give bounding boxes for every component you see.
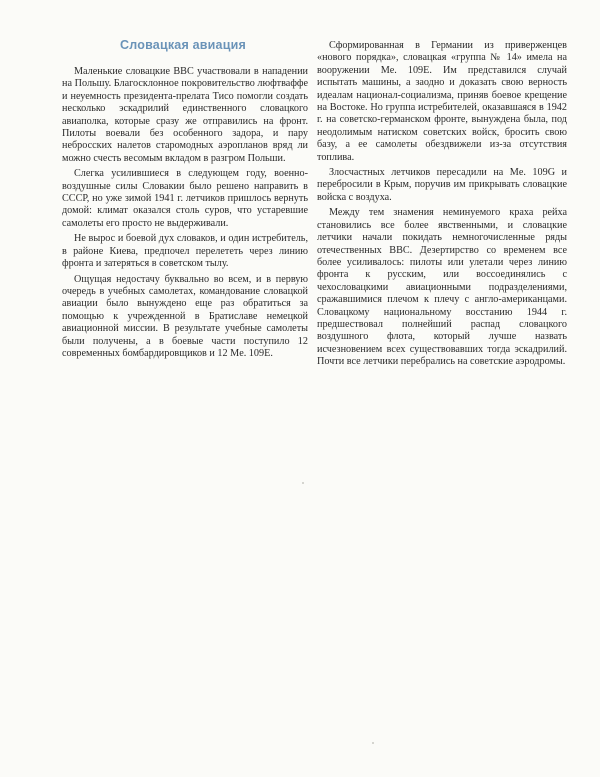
paragraph: Сформированная в Германии из приверженцев «нового порядка», словацкая «группа № 14» имела на вооружении Me. 109E. Им представился случай испытать машины, а заодно и доказать свою верность идеалам национал-социализма, приняв боевое крещение на Востоке. Но группа истребителей, оказавшаяся в 1942 г. на советско-германском фронте, вынуждена была, под неодолимым натиском советских войск, бросить свою базу, а ее самолеты обездвижели из-за отсутствия топлива. <box>317 40 567 163</box>
article-title: Словацкая авиация <box>120 38 246 52</box>
paragraph: Слегка усилившиеся в следующем году, военно-воздушные силы Словакии было решено направить в СССР, но уже зимой 1941 г. летчиков пришлось вернуть домой: климат оказался столь суров, что устаревшие самолеты его просто не выдерживали. <box>62 168 308 229</box>
scan-speck <box>372 742 374 744</box>
left-column <box>62 66 308 363</box>
scan-speck <box>302 482 304 484</box>
right-column <box>317 40 567 372</box>
paragraph: Между тем знамения неминуемого краха рейха становились все более явственными, и словацкие летчики начали покидать немногочисленные ряды отечественных ВВС. Дезертирство со временем все более усиливалось: пилоты или улетали через линию фронта к русским, или воссоединялись с чехословацкими авиационными подразделениями, сражавшимися плечом к плечу с англо-американцами. Словацкому национальному восстанию 1944 г. предшествовал полнейший распад словацкого воздушного флота, который лучше назвать исчезновением всех существовавших тогда эскадрилий. Почти все летчики перебрались на советские аэродромы. <box>317 207 567 368</box>
paragraph: Ощущая недостачу буквально во всем, и в первую очередь в учебных самолетах, командование словацкой авиации было вынуждено еще раз обратиться за помощью к учрежденной в Братиславе немецкой авиационной миссии. В результате учебные самолеты были получены, а в боевые части поступило 12 современных бомбардировщиков и 12 Me. 109E. <box>62 273 308 359</box>
paragraph: Маленькие словацкие ВВС участвовали в нападении на Польшу. Благосклонное покровительство люфтваффе и неуемность президента-прелата Тисо помогли создать несколько эскадрилий единственного словацкого авиаполка, которые сразу же отправились на фронт. Пилоты воевали без особенного задора, и пару небросских налетов старомодных аэропланов вряд ли можно счесть весомым вкладом в разгром Польши. <box>62 66 308 164</box>
paragraph: Не вырос и боевой дух словаков, и один истребитель, в районе Киева, предпочел перелететь через линию фронта и затеряться в советском тылу. <box>62 233 308 270</box>
paragraph: Злосчастных летчиков пересадили на Me. 109G и перебросили в Крым, поручив им прикрывать словацкие войска с воздуха. <box>317 167 567 203</box>
